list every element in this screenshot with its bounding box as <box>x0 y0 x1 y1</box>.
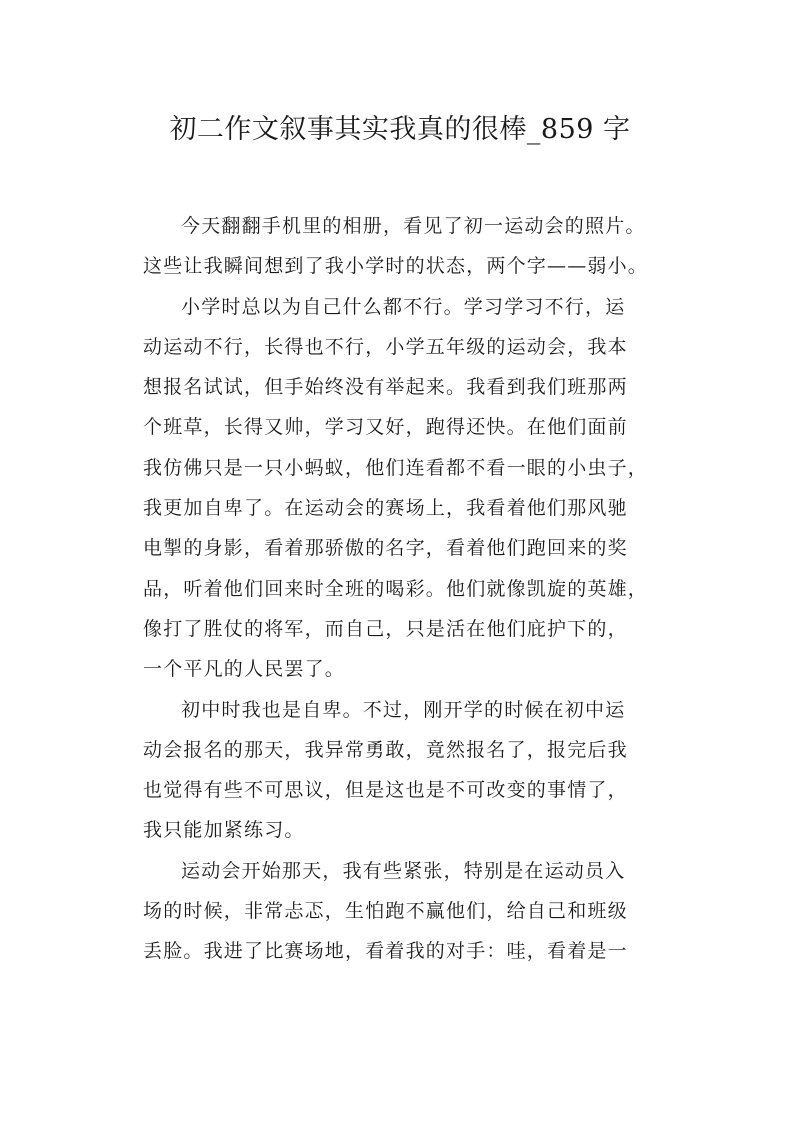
text-line: 一个平凡的人民罢了。 <box>143 658 346 681</box>
text-line: 丢脸。我进了比赛场地，看着我的对手：哇，看着是一 <box>143 940 628 963</box>
text-line: 初中时我也是自卑。不过，刚开学的时候在初中运 <box>181 698 626 721</box>
text-line: 品，听着他们回来时全班的喝彩。他们就像凯旋的英雄， <box>143 577 649 600</box>
text-line: 场的时候，非常忐忑，生怕跑不赢他们，给自己和班级 <box>143 900 628 923</box>
paragraph-4 <box>143 851 669 972</box>
document-title: 初二作文叙事其实我真的很棒_859 字 <box>169 114 631 145</box>
text-line: 个班草，长得又帅，学习又好，跑得还快。在他们面前 <box>143 416 628 439</box>
paragraph-3 <box>143 690 669 851</box>
text-line: 运动会开始那天，我有些紧张，特别是在运动员入 <box>181 859 626 882</box>
text-line: 也觉得有些不可思议，但是这也是不可改变的事情了， <box>143 779 628 802</box>
paragraph-2 <box>143 287 669 690</box>
text-line: 动运动不行，长得也不行，小学五年级的运动会，我本 <box>143 335 628 358</box>
text-line: 我仿佛只是一只小蚂蚁，他们连看都不看一眼的小虫子， <box>143 456 649 479</box>
text-line: 我更加自卑了。在运动会的赛场上，我看着他们那风驰 <box>143 497 628 520</box>
document-body <box>143 206 669 972</box>
text-line: 动会报名的那天，我异常勇敢，竟然报名了，报完后我 <box>143 738 628 761</box>
paragraph-1 <box>143 206 669 287</box>
text-line: 想报名试试，但手始终没有举起来。我看到我们班那两 <box>143 376 628 399</box>
text-line: 我只能加紧练习。 <box>143 819 305 842</box>
text-line: 电掣的身影，看着那骄傲的名字，看着他们跑回来的奖 <box>143 537 628 560</box>
text-line: 今天翻翻手机里的相册，看见了初一运动会的照片。 <box>181 215 646 237</box>
text-line: 像打了胜仗的将军，而自己，只是活在他们庇护下的， <box>143 617 628 640</box>
text-line: 这些让我瞬间想到了我小学时的状态，两个字——弱小。 <box>143 255 649 278</box>
text-line: 小学时总以为自己什么都不行。学习学习不行，运 <box>181 295 626 318</box>
